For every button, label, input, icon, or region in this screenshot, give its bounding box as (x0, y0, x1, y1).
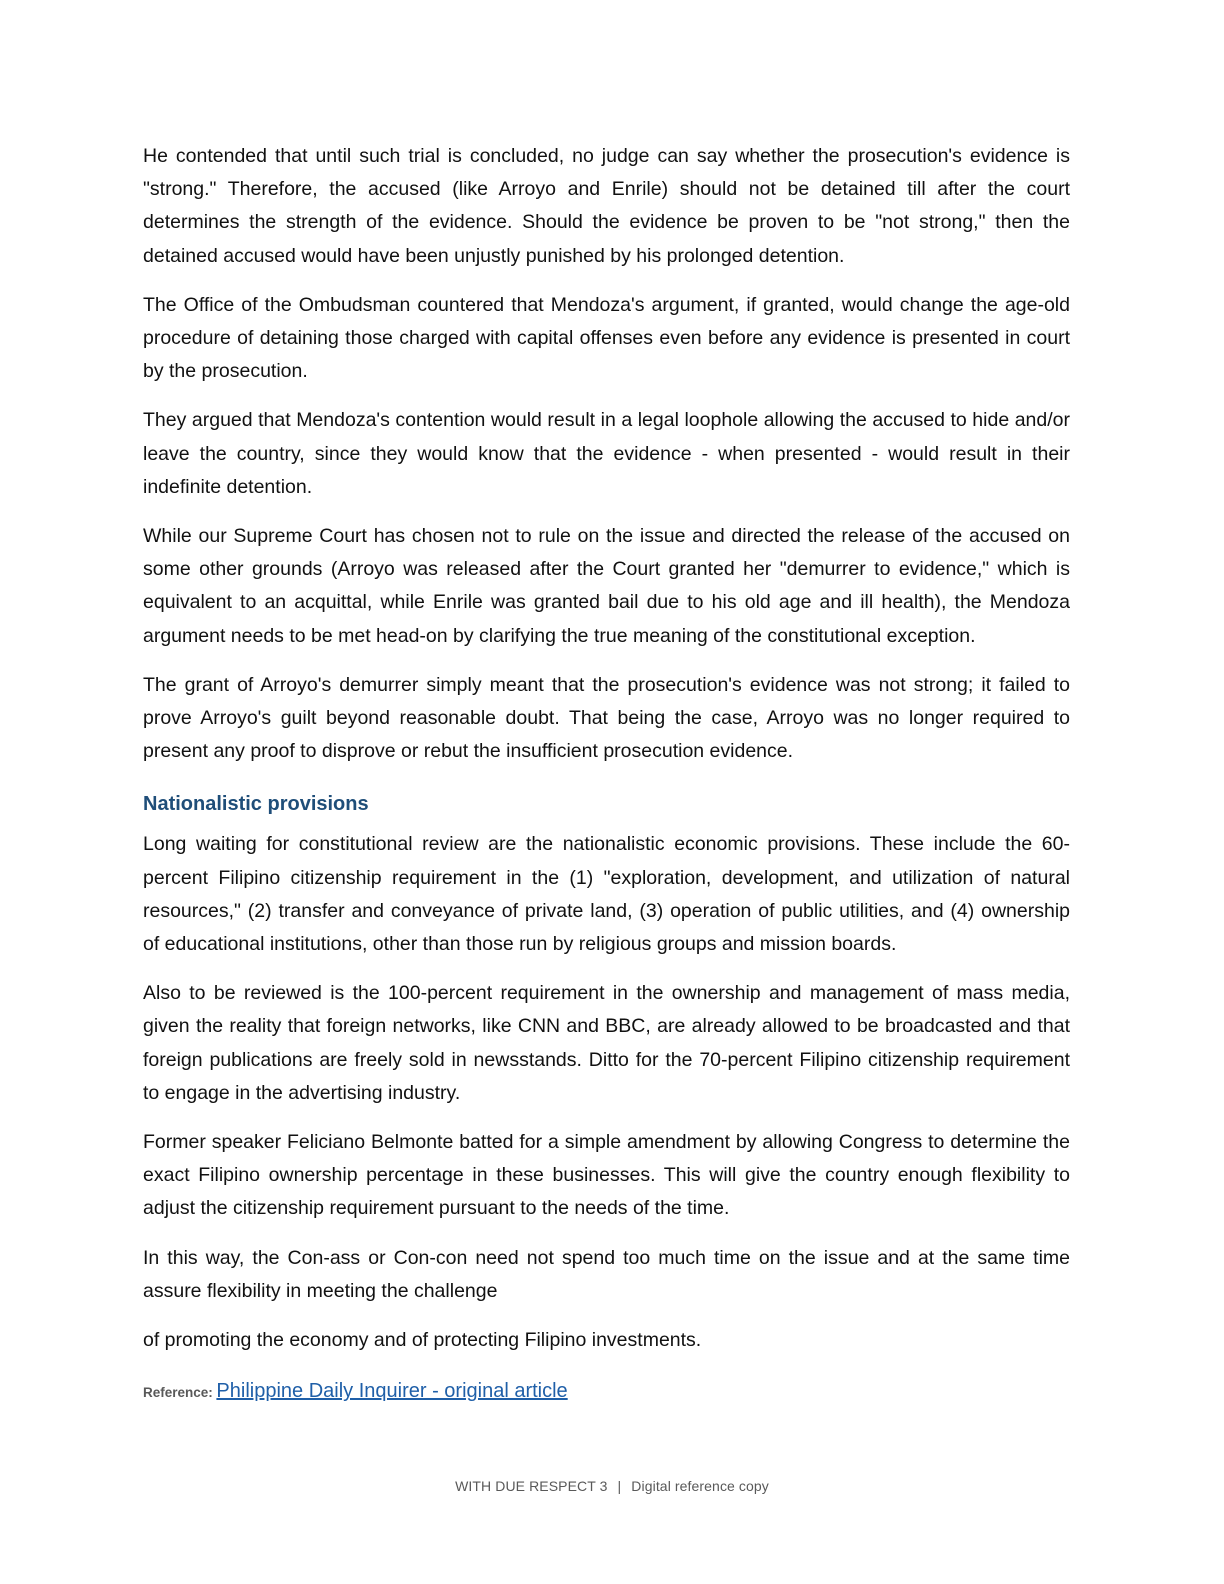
reference-label: Reference: (143, 1385, 213, 1401)
paragraph: He contended that until such trial is concluded, no judge can say whether the prosecution's evidence is "strong." Therefore, the accused (like Arroyo and Enrile) should not be detained till after the court determines the strength of the evidence. Should the evidence be proven to be "not strong," then the detained accused would have been unjustly punished by his prolonged detention. (143, 145, 1070, 267)
paragraph: In this way, the Con-ass or Con-con need not spend too much time on the issue and at the same time assure flexibility in meeting the challenge (143, 1246, 1070, 1302)
page-footer (0, 1478, 1224, 1494)
section-heading: Nationalistic provisions (143, 793, 369, 816)
paragraph: While our Supreme Court has chosen not to rule on the issue and directed the release of the accused on some other grounds (Arroyo was released after the Court granted her "demurrer to evidence," which is equivalent to an acquittal, while Enrile was granted bail due to his old age and ill health), the Mendoza argument needs to be met head-on by clarifying the true meaning of the constitutional exception. (143, 525, 1070, 647)
paragraph: of promoting the economy and of protecting Filipino investments. (143, 1329, 702, 1352)
footer-page-label: WITH DUE RESPECT 3 (455, 1478, 608, 1494)
paragraph: The Office of the Ombudsman countered that Mendoza's argument, if granted, would change the age-old procedure of detaining those charged with capital offenses even before any evidence is presented in court by the prosecution. (143, 293, 1070, 383)
document-body (143, 140, 1070, 1407)
footer-copy-label: Digital reference copy (631, 1478, 769, 1494)
reference-link[interactable]: Philippine Daily Inquirer - original article (216, 1380, 568, 1403)
paragraph: Also to be reviewed is the 100-percent requirement in the ownership and management of mass media, given the reality that foreign networks, like CNN and BBC, are already allowed to be broadcasted and that foreign publications are freely sold in newsstands. Ditto for the 70-percent Filipino citizenship requirement to engage in the advertising industry. (143, 982, 1070, 1104)
paragraph: They argued that Mendoza's contention would result in a legal loophole allowing the accused to hide and/or leave the country, since they would know that the evidence - when presented - would result in their indefinite detention. (143, 409, 1070, 498)
paragraph: The grant of Arroyo's demurrer simply meant that the prosecution's evidence was not strong; it failed to prove Arroyo's guilt beyond reasonable doubt. That being the case, Arroyo was no longer required to present any proof to disprove or rebut the insufficient prosecution evidence. (143, 673, 1070, 763)
paragraph: Long waiting for constitutional review are the nationalistic economic provisions. These include the 60-percent Filipino citizenship requirement in the (1) "exploration, development, and utilization of natural resources," (2) transfer and conveyance of private land, (3) operation of public utilities, and (4) ownership of educational institutions, other than those run by religious groups and mission boards. (143, 833, 1070, 956)
paragraph: Former speaker Feliciano Belmonte batted for a simple amendment by allowing Congress to determine the exact Filipino ownership percentage in these businesses. This will give the country enough flexibility to adjust the citizenship requirement pursuant to the needs of the time. (143, 1131, 1070, 1220)
footer-separator: | (617, 1478, 622, 1494)
reference-line (143, 1377, 1070, 1407)
